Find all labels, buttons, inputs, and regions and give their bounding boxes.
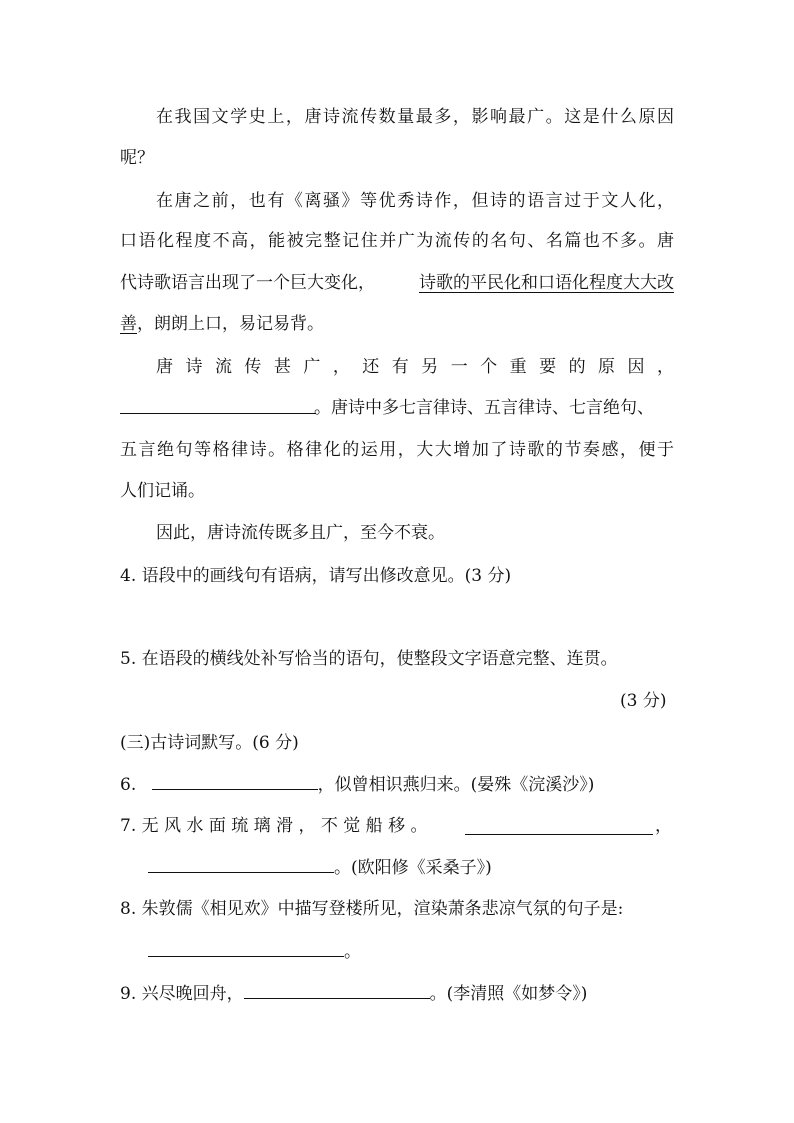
passage-line <box>120 271 674 295</box>
question-number: 6. <box>120 775 137 795</box>
answer-blank[interactable] <box>120 396 316 414</box>
passage-line: 因此，唐诗流传既多且广，至今不衰。 <box>156 523 445 543</box>
question-text: 。 <box>344 942 361 962</box>
answer-blank[interactable] <box>244 981 430 999</box>
underlined-sentence: 诗歌的平民化和口语化程度大大改 <box>419 273 674 293</box>
question-8: 8. 朱敦儒《相见欢》中描写登楼所见，渲染萧条悲凉气氛的句子是: <box>120 899 624 919</box>
passage-line <box>120 396 674 420</box>
passage-text: ，朗朗上口，易记易背。 <box>137 314 324 334</box>
comma: ， <box>655 816 672 836</box>
passage-line: 唐 诗 流 传 甚 广 ， 还 有 另 一 个 重 要 的 原 因 ， <box>156 357 674 377</box>
question-7-line2 <box>148 855 492 879</box>
passage-line: 人们记诵。 <box>120 481 205 501</box>
passage-line: 在我国文学史上，唐诗流传数量最多，影响最广。这是什么原因 <box>156 107 674 127</box>
question-text: 7. 无 风 水 面 琉 璃 滑 ， 不 觉 船 移 。 <box>120 816 428 836</box>
question-5-score: (3 分) <box>620 691 667 711</box>
passage-line: 呢？ <box>120 148 154 168</box>
answer-blank[interactable] <box>148 855 334 873</box>
question-6 <box>120 772 594 796</box>
passage-line: 口语化程度不高，能被完整记住并广为流传的名句、名篇也不多。唐 <box>120 231 674 251</box>
question-text: 9. 兴尽晚回舟， <box>120 984 244 1004</box>
passage-text: 代诗歌语言出现了一个巨大变化， <box>120 273 375 293</box>
answer-blank[interactable] <box>148 939 344 957</box>
question-9 <box>120 981 587 1005</box>
answer-blank[interactable] <box>465 817 653 835</box>
passage-line <box>120 312 324 336</box>
question-7 <box>120 814 674 838</box>
question-text: ，似曾相识燕归来。(晏殊《浣溪沙》) <box>317 775 595 795</box>
passage-line: 五言绝句等格律诗。格律化的运用，大大增加了诗歌的节奏感，便于 <box>120 440 674 460</box>
answer-blank[interactable] <box>152 772 318 790</box>
passage-text: 。唐诗中多七言律诗、五言律诗、七言绝句、 <box>314 398 654 418</box>
underlined-sentence-end: 善 <box>120 314 137 334</box>
question-4: 4. 语段中的画线句有语病，请写出修改意见。(3 分) <box>120 566 512 586</box>
section-heading: (三)古诗词默写。(6 分) <box>120 733 299 753</box>
passage-line: 在唐之前，也有《离骚》等优秀诗作，但诗的语言过于文人化， <box>156 191 674 211</box>
question-8-line2 <box>148 939 361 963</box>
question-5: 5. 在语段的横线处补写恰当的语句，使整段文字语意完整、连贯。 <box>120 649 618 669</box>
question-text: 。(欧阳修《采桑子》) <box>334 858 492 878</box>
question-text: 。(李清照《如梦令》) <box>429 984 588 1004</box>
